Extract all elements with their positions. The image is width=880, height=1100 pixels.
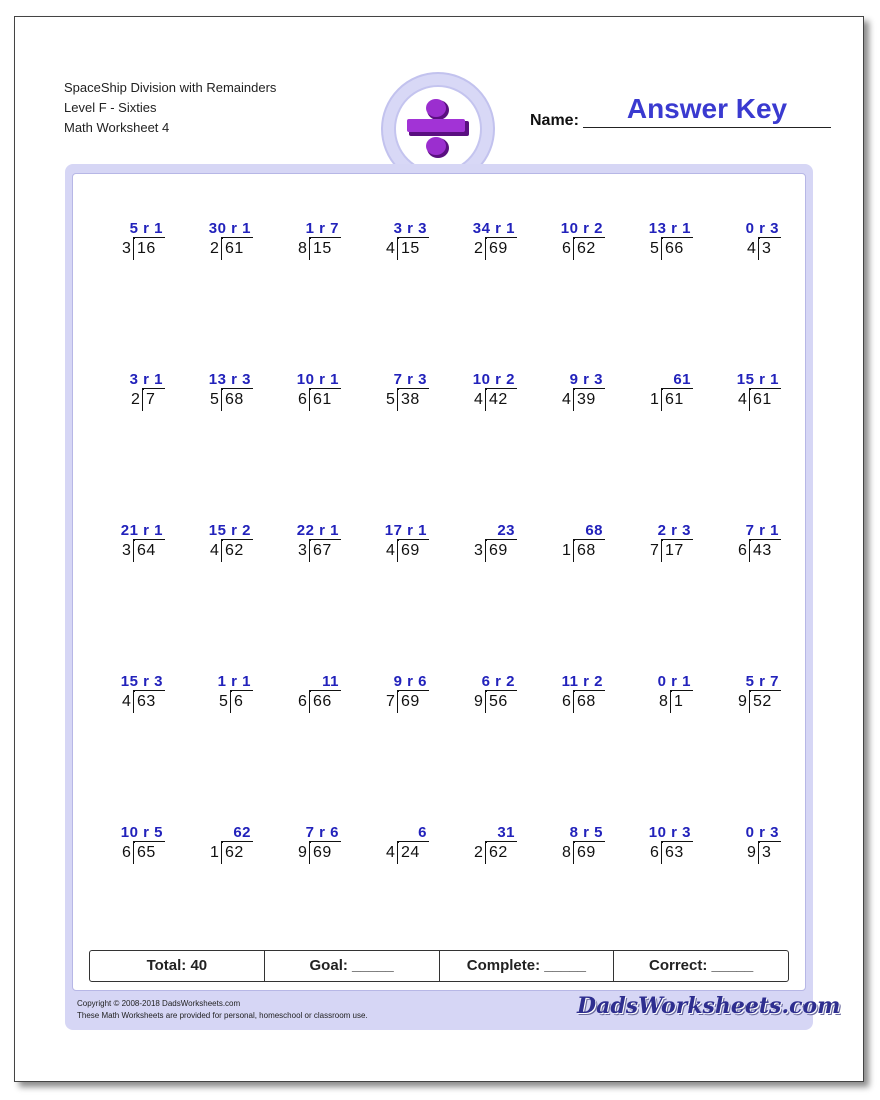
divisor: 6 — [650, 844, 659, 861]
quotient-answer: 9 r 3 — [569, 371, 603, 388]
complete-cell: Complete: _____ — [440, 951, 615, 981]
dividend: 62 — [577, 240, 596, 257]
quotient-answer: 21 r 1 — [120, 522, 163, 539]
division-overbar — [221, 237, 253, 238]
dividend: 43 — [753, 542, 772, 559]
dividend: 3 — [762, 240, 772, 257]
quotient-answer: 68 — [585, 522, 603, 539]
division-bracket — [397, 842, 399, 864]
divisor: 8 — [659, 693, 668, 710]
quotient-answer: 8 r 5 — [569, 824, 603, 841]
division-bracket — [573, 540, 575, 562]
division-bracket — [221, 389, 223, 411]
division-overbar — [749, 539, 781, 540]
division-symbol-icon — [396, 87, 480, 171]
dividend: 7 — [146, 391, 156, 408]
division-problem — [449, 673, 529, 717]
divisor: 1 — [562, 542, 571, 559]
division-overbar — [661, 237, 693, 238]
brand-logo: DadsWorksheets.com — [577, 993, 841, 1019]
copyright-text: Copyright © 2008-2018 DadsWorksheets.com — [77, 999, 241, 1008]
division-bracket — [573, 389, 575, 411]
division-bracket — [661, 842, 663, 864]
division-problem — [361, 673, 441, 717]
division-bracket — [758, 238, 760, 260]
quotient-answer: 34 r 1 — [472, 220, 515, 237]
division-bracket — [485, 540, 487, 562]
division-bracket — [221, 540, 223, 562]
divisor: 7 — [650, 542, 659, 559]
division-bracket — [397, 389, 399, 411]
division-bracket — [573, 238, 575, 260]
problems-frame — [65, 164, 841, 1030]
divisor: 5 — [210, 391, 219, 408]
divisor: 5 — [219, 693, 228, 710]
divisor: 8 — [562, 844, 571, 861]
divisor: 1 — [210, 844, 219, 861]
division-problem — [449, 220, 529, 264]
dividend: 24 — [401, 844, 420, 861]
division-overbar — [749, 690, 781, 691]
quotient-answer: 10 r 5 — [120, 824, 163, 841]
division-problem — [361, 371, 441, 415]
division-overbar — [573, 539, 605, 540]
division-bracket — [485, 842, 487, 864]
quotient-answer: 3 r 3 — [393, 220, 427, 237]
divisor: 6 — [562, 693, 571, 710]
division-overbar — [758, 841, 781, 842]
division-overbar — [133, 237, 165, 238]
divisor: 2 — [210, 240, 219, 257]
division-overbar — [133, 539, 165, 540]
division-problem — [449, 371, 529, 415]
division-bracket — [309, 842, 311, 864]
dividend: 17 — [665, 542, 684, 559]
division-overbar — [397, 237, 429, 238]
dividend: 38 — [401, 391, 420, 408]
footer-text — [77, 998, 368, 1022]
quotient-answer: 0 r 3 — [745, 220, 779, 237]
divisor: 2 — [474, 240, 483, 257]
dividend: 42 — [489, 391, 508, 408]
division-overbar — [485, 539, 517, 540]
quotient-answer: 0 r 1 — [657, 673, 691, 690]
division-overbar — [661, 841, 693, 842]
divisor: 4 — [386, 542, 395, 559]
dividend: 69 — [313, 844, 332, 861]
quotient-answer: 5 r 1 — [129, 220, 163, 237]
quotient-answer: 6 r 2 — [481, 673, 515, 690]
division-overbar — [485, 237, 517, 238]
division-problem — [625, 220, 705, 264]
worksheet-title-block — [64, 78, 276, 138]
division-problem — [185, 371, 265, 415]
dividend: 15 — [401, 240, 420, 257]
division-problem — [185, 673, 265, 717]
division-overbar — [397, 388, 429, 389]
division-bracket — [397, 540, 399, 562]
divisor: 4 — [122, 693, 131, 710]
quotient-answer: 7 r 6 — [305, 824, 339, 841]
division-problem — [625, 824, 705, 868]
division-overbar — [309, 388, 341, 389]
division-problem — [449, 522, 529, 566]
divisor: 3 — [122, 542, 131, 559]
division-bracket — [485, 238, 487, 260]
quotient-answer: 0 r 3 — [745, 824, 779, 841]
division-problem — [185, 824, 265, 868]
division-problem — [449, 824, 529, 868]
divisor: 3 — [474, 542, 483, 559]
problems-grid — [72, 173, 806, 991]
dividend: 3 — [762, 844, 772, 861]
quotient-answer: 10 r 2 — [560, 220, 603, 237]
division-problem — [273, 522, 353, 566]
division-overbar — [309, 237, 341, 238]
division-overbar — [661, 388, 693, 389]
quotient-answer: 62 — [233, 824, 251, 841]
division-bracket — [309, 540, 311, 562]
dividend: 1 — [674, 693, 684, 710]
division-bracket — [230, 691, 232, 713]
divisor: 3 — [298, 542, 307, 559]
quotient-answer: 31 — [497, 824, 515, 841]
division-problem — [713, 824, 793, 868]
division-overbar — [573, 841, 605, 842]
division-overbar — [485, 388, 517, 389]
quotient-answer: 13 r 1 — [648, 220, 691, 237]
worksheet-title: SpaceShip Division with Remainders — [64, 80, 277, 95]
dividend: 6 — [234, 693, 244, 710]
division-problem — [713, 522, 793, 566]
division-problem — [273, 824, 353, 868]
dividend: 62 — [225, 542, 244, 559]
dividend: 69 — [401, 542, 420, 559]
dividend: 68 — [577, 693, 596, 710]
quotient-answer: 1 r 7 — [305, 220, 339, 237]
division-overbar — [221, 841, 253, 842]
division-bracket — [573, 691, 575, 713]
division-problem — [713, 673, 793, 717]
division-problem — [713, 220, 793, 264]
divisor: 4 — [474, 391, 483, 408]
division-bracket — [749, 540, 751, 562]
usage-note: These Math Worksheets are provided for personal, homeschool or classroom use. — [77, 1011, 368, 1020]
division-bracket — [133, 540, 135, 562]
division-bracket — [749, 691, 751, 713]
division-overbar — [758, 237, 781, 238]
quotient-answer: 22 r 1 — [296, 522, 339, 539]
dividend: 62 — [225, 844, 244, 861]
divisor: 4 — [747, 240, 756, 257]
dividend: 64 — [137, 542, 156, 559]
quotient-answer: 30 r 1 — [208, 220, 251, 237]
division-problem — [713, 371, 793, 415]
quotient-answer: 13 r 3 — [208, 371, 251, 388]
division-problem — [185, 522, 265, 566]
quotient-answer: 15 r 2 — [208, 522, 251, 539]
division-overbar — [309, 841, 341, 842]
quotient-answer: 11 r 2 — [561, 673, 603, 690]
division-overbar — [573, 690, 605, 691]
division-bracket — [309, 389, 311, 411]
dividend: 68 — [225, 391, 244, 408]
division-problem — [97, 522, 177, 566]
dividend: 69 — [489, 542, 508, 559]
division-overbar — [661, 539, 693, 540]
worksheet-page — [14, 16, 864, 1082]
division-problem — [537, 824, 617, 868]
dividend: 63 — [665, 844, 684, 861]
dividend: 69 — [489, 240, 508, 257]
division-problem — [97, 673, 177, 717]
divisor: 2 — [474, 844, 483, 861]
divisor: 3 — [122, 240, 131, 257]
division-bracket — [670, 691, 672, 713]
division-overbar — [142, 388, 165, 389]
division-problem — [185, 220, 265, 264]
divisor: 8 — [298, 240, 307, 257]
divisor: 1 — [650, 391, 659, 408]
divisor: 6 — [738, 542, 747, 559]
divisor: 4 — [210, 542, 219, 559]
division-overbar — [309, 690, 341, 691]
divisor: 6 — [298, 391, 307, 408]
quotient-answer: 17 r 1 — [384, 522, 427, 539]
dividend: 56 — [489, 693, 508, 710]
division-problem — [97, 371, 177, 415]
quotient-answer: 9 r 6 — [393, 673, 427, 690]
quotient-answer: 6 — [418, 824, 427, 841]
division-problem — [625, 673, 705, 717]
division-problem — [97, 220, 177, 264]
divisor: 6 — [122, 844, 131, 861]
quotient-answer: 2 r 3 — [657, 522, 691, 539]
division-overbar — [221, 539, 253, 540]
division-problem — [537, 522, 617, 566]
division-problem — [537, 220, 617, 264]
name-label: Name: — [530, 112, 579, 129]
division-bracket — [397, 238, 399, 260]
division-bracket — [661, 540, 663, 562]
division-problem — [537, 371, 617, 415]
worksheet-number: Math Worksheet 4 — [64, 120, 170, 135]
divisor: 2 — [131, 391, 140, 408]
division-problem — [625, 522, 705, 566]
dividend: 15 — [313, 240, 332, 257]
quotient-answer: 7 r 1 — [745, 522, 779, 539]
answer-key-heading: Answer Key — [626, 93, 788, 124]
division-overbar — [309, 539, 341, 540]
division-problem — [625, 371, 705, 415]
dividend: 68 — [577, 542, 596, 559]
division-overbar — [133, 690, 165, 691]
dividend: 66 — [313, 693, 332, 710]
division-overbar — [485, 690, 517, 691]
dividend: 69 — [401, 693, 420, 710]
division-overbar — [230, 690, 253, 691]
division-problem — [537, 673, 617, 717]
division-bracket — [758, 842, 760, 864]
logo-inner-circle — [394, 85, 482, 173]
division-bracket — [485, 389, 487, 411]
division-bracket — [309, 238, 311, 260]
division-bracket — [573, 842, 575, 864]
dividend: 62 — [489, 844, 508, 861]
divisor: 5 — [386, 391, 395, 408]
division-bracket — [133, 842, 135, 864]
division-overbar — [133, 841, 165, 842]
division-bracket — [309, 691, 311, 713]
dividend: 67 — [313, 542, 332, 559]
divisor: 9 — [738, 693, 747, 710]
division-bracket — [221, 238, 223, 260]
divisor: 9 — [298, 844, 307, 861]
quotient-answer: 10 r 2 — [472, 371, 515, 388]
divisor: 9 — [474, 693, 483, 710]
divisor: 6 — [298, 693, 307, 710]
score-row — [89, 950, 789, 982]
dividend: 66 — [665, 240, 684, 257]
divisor: 4 — [562, 391, 571, 408]
dividend: 39 — [577, 391, 596, 408]
dividend: 69 — [577, 844, 596, 861]
division-bracket — [661, 238, 663, 260]
division-overbar — [485, 841, 517, 842]
goal-cell: Goal: _____ — [265, 951, 440, 981]
division-bracket — [485, 691, 487, 713]
dividend: 61 — [753, 391, 772, 408]
quotient-answer: 61 — [673, 371, 691, 388]
quotient-answer: 3 r 1 — [129, 371, 163, 388]
quotient-answer: 10 r 3 — [648, 824, 691, 841]
worksheet-level: Level F - Sixties — [64, 100, 157, 115]
division-overbar — [397, 690, 429, 691]
divisor: 4 — [738, 391, 747, 408]
divisor: 5 — [650, 240, 659, 257]
quotient-answer: 1 r 1 — [217, 673, 251, 690]
dividend: 61 — [665, 391, 684, 408]
divisor: 7 — [386, 693, 395, 710]
division-bracket — [133, 691, 135, 713]
division-bracket — [661, 389, 663, 411]
division-problem — [273, 220, 353, 264]
division-problem — [361, 824, 441, 868]
dividend: 63 — [137, 693, 156, 710]
division-overbar — [573, 237, 605, 238]
dividend: 65 — [137, 844, 156, 861]
division-problem — [361, 220, 441, 264]
division-bracket — [142, 389, 144, 411]
quotient-answer: 7 r 3 — [393, 371, 427, 388]
division-problem — [97, 824, 177, 868]
division-bracket — [221, 842, 223, 864]
quotient-answer: 11 — [322, 673, 339, 690]
quotient-answer: 10 r 1 — [296, 371, 339, 388]
division-bracket — [133, 238, 135, 260]
division-overbar — [749, 388, 781, 389]
quotient-answer: 15 r 3 — [120, 673, 163, 690]
division-problem — [273, 673, 353, 717]
dividend: 61 — [225, 240, 244, 257]
divisor: 9 — [747, 844, 756, 861]
total-cell: Total: 40 — [90, 951, 265, 981]
dividend: 61 — [313, 391, 332, 408]
quotient-answer: 5 r 7 — [745, 673, 779, 690]
divisor: 4 — [386, 844, 395, 861]
division-overbar — [397, 539, 429, 540]
division-overbar — [221, 388, 253, 389]
quotient-answer: 15 r 1 — [736, 371, 779, 388]
division-problem — [361, 522, 441, 566]
division-overbar — [573, 388, 605, 389]
correct-cell: Correct: _____ — [649, 957, 754, 974]
division-overbar — [397, 841, 429, 842]
division-bracket — [397, 691, 399, 713]
divisor: 4 — [386, 240, 395, 257]
quotient-answer: 23 — [497, 522, 515, 539]
division-bracket — [749, 389, 751, 411]
division-overbar — [670, 690, 693, 691]
dividend: 16 — [137, 240, 156, 257]
dividend: 52 — [753, 693, 772, 710]
divisor: 6 — [562, 240, 571, 257]
division-problem — [273, 371, 353, 415]
name-underline — [583, 127, 831, 128]
